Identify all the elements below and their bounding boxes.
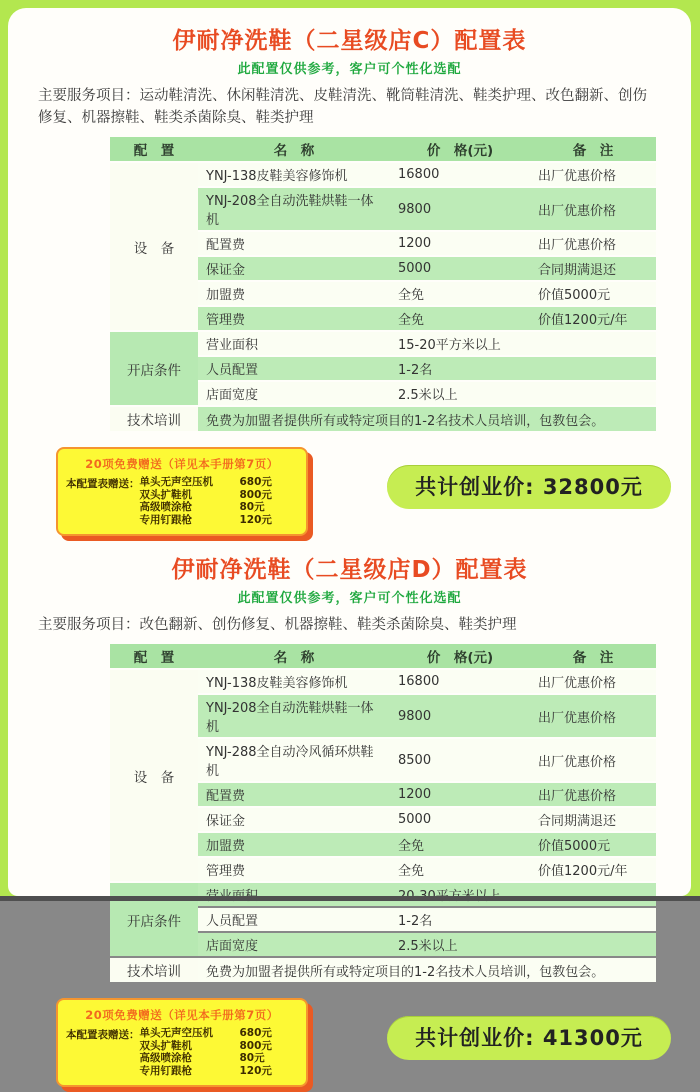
gift-box: [56, 998, 308, 1087]
gift-item-price: 800元: [239, 1039, 272, 1052]
table-row-training: [110, 407, 656, 431]
table-header-row: [110, 644, 656, 668]
section-title: 伊耐净洗鞋（二星级店C）配置表: [172, 28, 527, 54]
bottom-band-c: [56, 445, 679, 541]
cell-price: 全免: [390, 858, 530, 881]
gift-item: [140, 1065, 299, 1078]
services-line: [38, 85, 655, 129]
photo-bottom-edge: [0, 896, 700, 901]
cell-name: 加盟费: [198, 282, 390, 305]
gift-item-price: 120元: [239, 513, 272, 526]
cell-price: 2.5米以上: [390, 382, 530, 405]
cell-name: 管理费: [198, 307, 390, 330]
config-table-c: [110, 135, 656, 433]
table-row: [110, 163, 656, 186]
header-price: 价 格(元): [390, 644, 530, 668]
cell-name: 人员配置: [198, 357, 390, 380]
cell-note: 价值1200元/年: [530, 858, 656, 881]
cell-note: [530, 933, 656, 956]
cell-note: 合同期满退还: [530, 257, 656, 280]
cell-note: 价值1200元/年: [530, 307, 656, 330]
header-config: 配 置: [110, 137, 198, 161]
total-price-pill: 共计创业价: 32800元: [387, 465, 671, 509]
gift-item: [140, 501, 299, 514]
cell-name: 营业面积: [198, 332, 390, 355]
cell-price: 9800: [390, 695, 530, 737]
section-title: 伊耐净洗鞋（二星级店D）配置表: [171, 557, 528, 583]
services-list: 改色翻新、创伤修复、机器擦鞋、鞋类杀菌除臭、鞋类护理: [139, 617, 517, 633]
cell-note: 出厂优惠价格: [530, 783, 656, 806]
gift-item-price: 120元: [239, 1064, 272, 1077]
cell-note: [530, 908, 656, 931]
group-cell-equipment: 设 备: [110, 163, 198, 330]
cell-name: 店面宽度: [198, 382, 390, 405]
header-config: 配 置: [110, 644, 198, 668]
cell-price: 16800: [390, 163, 530, 186]
header-name: 名 称: [198, 644, 390, 668]
group-cell-conditions: 开店条件: [110, 883, 198, 956]
header-name: 名 称: [198, 137, 390, 161]
cell-name: YNJ-138皮鞋美容修饰机: [198, 163, 390, 186]
cell-price: 9800: [390, 188, 530, 230]
cell-name: 管理费: [198, 858, 390, 881]
section-store-c: [8, 22, 691, 541]
gift-item-name: 单头无声空压机: [139, 476, 213, 488]
table-header-row: [110, 137, 656, 161]
cell-name: [198, 883, 390, 906]
gift-items: [140, 1027, 299, 1077]
gift-item-name: 高级喷涂枪: [139, 501, 192, 513]
section-subtitle: 此配置仅供参考，客户可个性化选配: [237, 591, 462, 606]
header-note: 备 注: [530, 644, 656, 668]
gift-box-title: 20项免费赠送（详见本手册第7页）: [85, 1008, 279, 1022]
table-row: [110, 883, 656, 906]
table-row: [110, 670, 656, 693]
cell-price: 1-2名: [390, 357, 530, 380]
cell-price: 15-20平方米以上: [390, 332, 530, 355]
cell-note: [530, 332, 656, 355]
services-line: [38, 614, 655, 636]
gift-box: [56, 447, 308, 536]
cell-note: 价值5000元: [530, 833, 656, 856]
gift-lead: 本配置表赠送：: [66, 478, 140, 490]
gift-item-price: 680元: [239, 476, 272, 488]
cell-note: 出厂优惠价格: [530, 695, 656, 737]
cell-price: 2.5米以上: [390, 933, 530, 956]
gift-lead: 本配置表赠送：: [66, 1029, 140, 1041]
cell-name: YNJ-138皮鞋美容修饰机: [198, 670, 390, 693]
services-label: 主要服务项目：: [38, 88, 140, 104]
cell-name: 人员配置: [198, 908, 390, 931]
cell-price: 1200: [390, 783, 530, 806]
flyer-inner-panel: [8, 8, 691, 1077]
gift-item: [140, 1027, 299, 1040]
cell-price: 16800: [390, 670, 530, 693]
gift-item-name: 专用钉跟枪: [139, 513, 192, 526]
cell-name: 配置费: [198, 783, 390, 806]
gift-item-price: 680元: [239, 1027, 272, 1039]
cell-note: [530, 883, 656, 906]
cell-price: 1200: [390, 232, 530, 255]
cell-price: 全免: [390, 307, 530, 330]
cell-name: 加盟费: [198, 833, 390, 856]
gift-item-name: 专用钉跟枪: [139, 1064, 192, 1077]
cell-name: YNJ-288全自动冷风循环烘鞋机: [198, 739, 390, 781]
gift-item: [140, 1040, 299, 1053]
cell-name: 保证金: [198, 257, 390, 280]
header-note: 备 注: [530, 137, 656, 161]
bottom-band-d: [56, 996, 679, 1092]
gift-item: [140, 476, 299, 489]
group-cell-training: 技术培训: [110, 407, 198, 431]
gift-items: [140, 476, 299, 526]
cell-price: 5000: [390, 257, 530, 280]
section-store-d: [8, 551, 691, 1092]
gift-item-price: 800元: [239, 488, 272, 501]
cell-note: 合同期满退还: [530, 808, 656, 831]
cell-price: 8500: [390, 739, 530, 781]
gift-item-price: 80元: [239, 1052, 265, 1064]
cell-note: [530, 382, 656, 405]
cell-note: 出厂优惠价格: [530, 163, 656, 186]
gift-item-name: 双头扩鞋机: [139, 1039, 192, 1052]
cell-price: 全免: [390, 282, 530, 305]
group-cell-equipment: 设 备: [110, 670, 198, 881]
gift-item: [140, 1052, 299, 1065]
table-row: [110, 332, 656, 355]
cell-price: [390, 883, 530, 906]
gift-item-price: 80元: [239, 501, 265, 513]
gift-item-name: 双头扩鞋机: [139, 488, 192, 501]
group-cell-conditions: 开店条件: [110, 332, 198, 405]
group-cell-training: 技术培训: [110, 958, 198, 982]
config-table-d: [110, 642, 656, 984]
gift-item: [140, 489, 299, 502]
header-price: 价 格(元): [390, 137, 530, 161]
cell-note: 出厂优惠价格: [530, 232, 656, 255]
cell-training-detail: 免费为加盟者提供所有或特定项目的1-2名技术人员培训，包教包会。: [198, 958, 656, 982]
gift-box-body: [66, 476, 298, 526]
cell-note: 出厂优惠价格: [530, 739, 656, 781]
cell-name: YNJ-208全自动洗鞋烘鞋一体机: [198, 188, 390, 230]
cell-price: 5000: [390, 808, 530, 831]
gift-item-name: 单头无声空压机: [139, 1027, 213, 1039]
cell-note: 出厂优惠价格: [530, 670, 656, 693]
gift-item-name: 高级喷涂枪: [139, 1052, 192, 1064]
cell-name: 店面宽度: [198, 933, 390, 956]
cell-price: 1-2名: [390, 908, 530, 931]
gift-box-title: 20项免费赠送（详见本手册第7页）: [85, 457, 279, 471]
cell-name: YNJ-208全自动洗鞋烘鞋一体机: [198, 695, 390, 737]
cell-name: 配置费: [198, 232, 390, 255]
cell-note: [530, 357, 656, 380]
total-price-pill: 共计创业价: 41300元: [387, 1016, 671, 1060]
gift-box-body: [66, 1027, 298, 1077]
services-label: 主要服务项目：: [38, 617, 140, 633]
gift-item: [140, 514, 299, 527]
cell-name: 保证金: [198, 808, 390, 831]
cell-note: 价值5000元: [530, 282, 656, 305]
cell-training-detail: 免费为加盟者提供所有或特定项目的1-2名技术人员培训，包教包会。: [198, 407, 656, 431]
services-list: 运动鞋清洗、休闲鞋清洗、皮鞋清洗、靴筒鞋清洗、鞋类护理、改色翻新、创伤修复、机器擦鞋、鞋类杀菌除臭、鞋类护理: [38, 88, 647, 126]
cell-price: 全免: [390, 833, 530, 856]
section-subtitle: 此配置仅供参考，客户可个性化选配: [237, 62, 462, 77]
table-row-training: [110, 958, 656, 982]
cell-note: 出厂优惠价格: [530, 188, 656, 230]
